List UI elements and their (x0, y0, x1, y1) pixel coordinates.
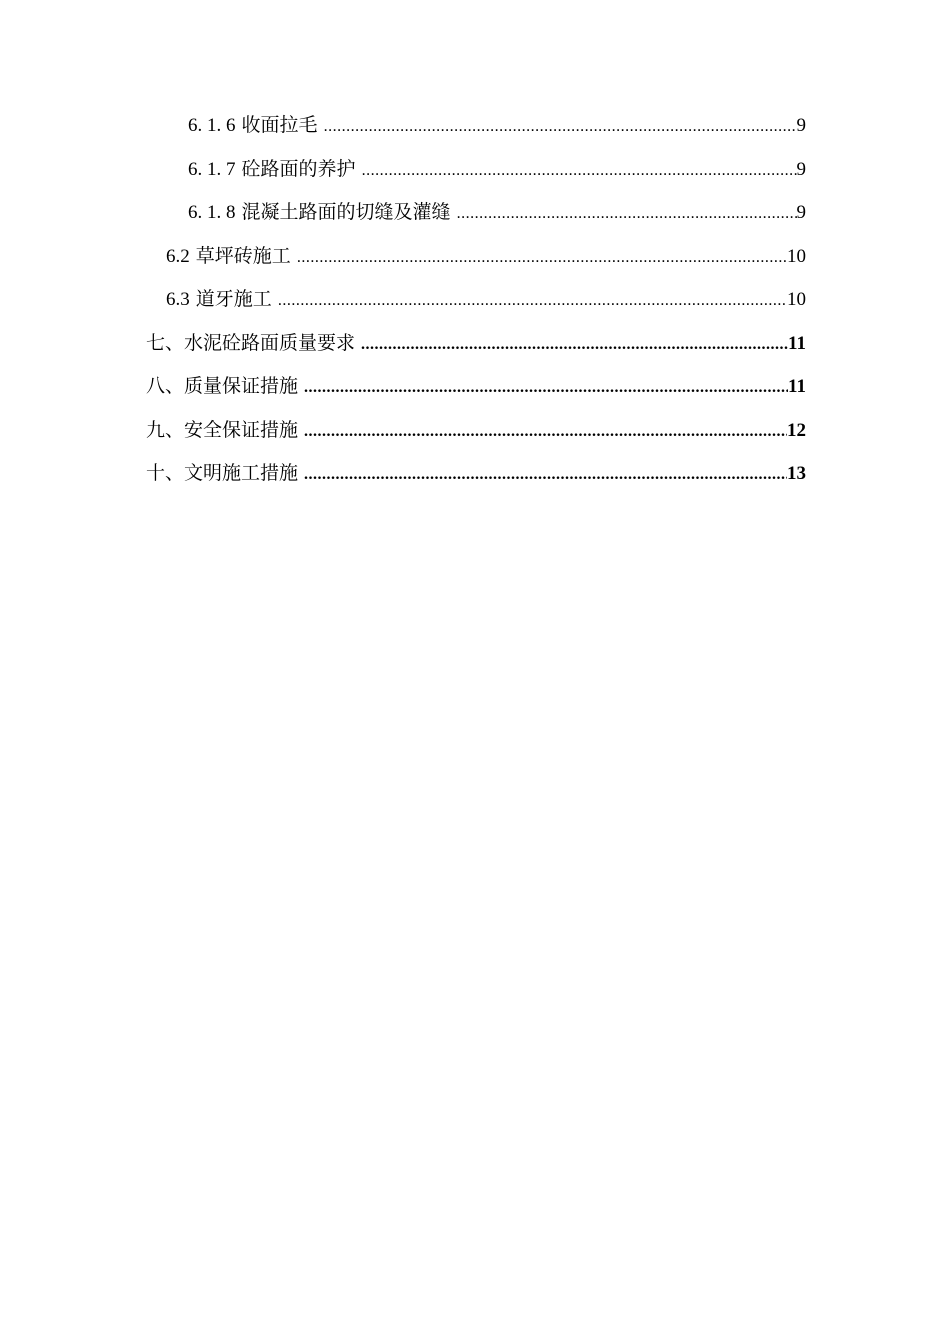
dot-leader (304, 410, 787, 454)
dot-leader (278, 279, 787, 323)
toc-entry-title: 道牙施工 (195, 288, 272, 310)
toc-entry-title: 质量保证措施 (184, 375, 299, 397)
toc-entry-label (188, 191, 457, 235)
toc-entry-6-3[interactable] (146, 278, 806, 322)
toc-entry-number: 6. 1. 6 (188, 115, 236, 136)
toc-entry-label (188, 104, 324, 148)
toc-entry-page: 12 (787, 419, 806, 441)
toc-entry-label (146, 365, 304, 409)
toc-entry-number: 6.2 (166, 245, 190, 267)
toc-entry-title: 文明施工措施 (184, 462, 299, 484)
toc-entry-page: 13 (787, 463, 806, 484)
toc-entry-section-10[interactable] (146, 452, 806, 496)
toc-entry-page: 9 (796, 115, 806, 136)
toc-entry-page: 11 (788, 376, 806, 397)
toc-entry-number: 十、 (146, 462, 185, 484)
toc-entry-title: 水泥砼路面质量要求 (184, 331, 356, 354)
toc-entry-page: 9 (796, 202, 806, 223)
toc-entry-number: 6.3 (166, 289, 190, 310)
toc-entry-title: 安全保证措施 (184, 418, 299, 441)
toc-entry-label (166, 235, 297, 279)
toc-entry-page: 10 (787, 245, 806, 267)
toc-entry-number: 八、 (146, 375, 185, 397)
toc-entry-page: 11 (788, 332, 806, 354)
dot-leader (362, 149, 797, 193)
toc-entry-6-1-6[interactable] (146, 104, 806, 148)
toc-entry-number: 6. 1. 8 (188, 202, 236, 223)
toc-entry-title: 收面拉毛 (241, 114, 318, 136)
toc-entry-number: 6. 1. 7 (188, 158, 236, 180)
toc-entry-section-8[interactable] (146, 365, 806, 409)
toc-entry-label (146, 452, 304, 496)
dot-leader (457, 192, 797, 236)
toc-entry-title: 草坪砖施工 (195, 244, 291, 267)
toc-entry-6-1-8[interactable] (146, 191, 806, 235)
toc-entry-label (166, 278, 278, 322)
toc-entry-label (188, 148, 362, 192)
toc-entry-page: 9 (796, 158, 806, 180)
toc-entry-number: 九、 (146, 418, 185, 441)
toc-entry-section-7[interactable] (146, 322, 806, 366)
toc-entry-label (146, 322, 361, 366)
toc-entry-label (146, 409, 304, 453)
toc-entry-number: 七、 (146, 331, 185, 354)
dot-leader (304, 366, 788, 410)
dot-leader (297, 236, 787, 280)
dot-leader (304, 453, 787, 497)
toc-entry-section-9[interactable] (146, 409, 806, 453)
toc-entry-6-1-7[interactable] (146, 148, 806, 192)
toc-entry-6-2[interactable] (146, 235, 806, 279)
toc-entry-title: 砼路面的养护 (241, 157, 356, 180)
table-of-contents (146, 104, 806, 496)
toc-entry-page: 10 (787, 289, 806, 310)
toc-entry-title: 混凝土路面的切缝及灌缝 (241, 201, 451, 223)
dot-leader (324, 105, 797, 149)
dot-leader (361, 323, 788, 367)
